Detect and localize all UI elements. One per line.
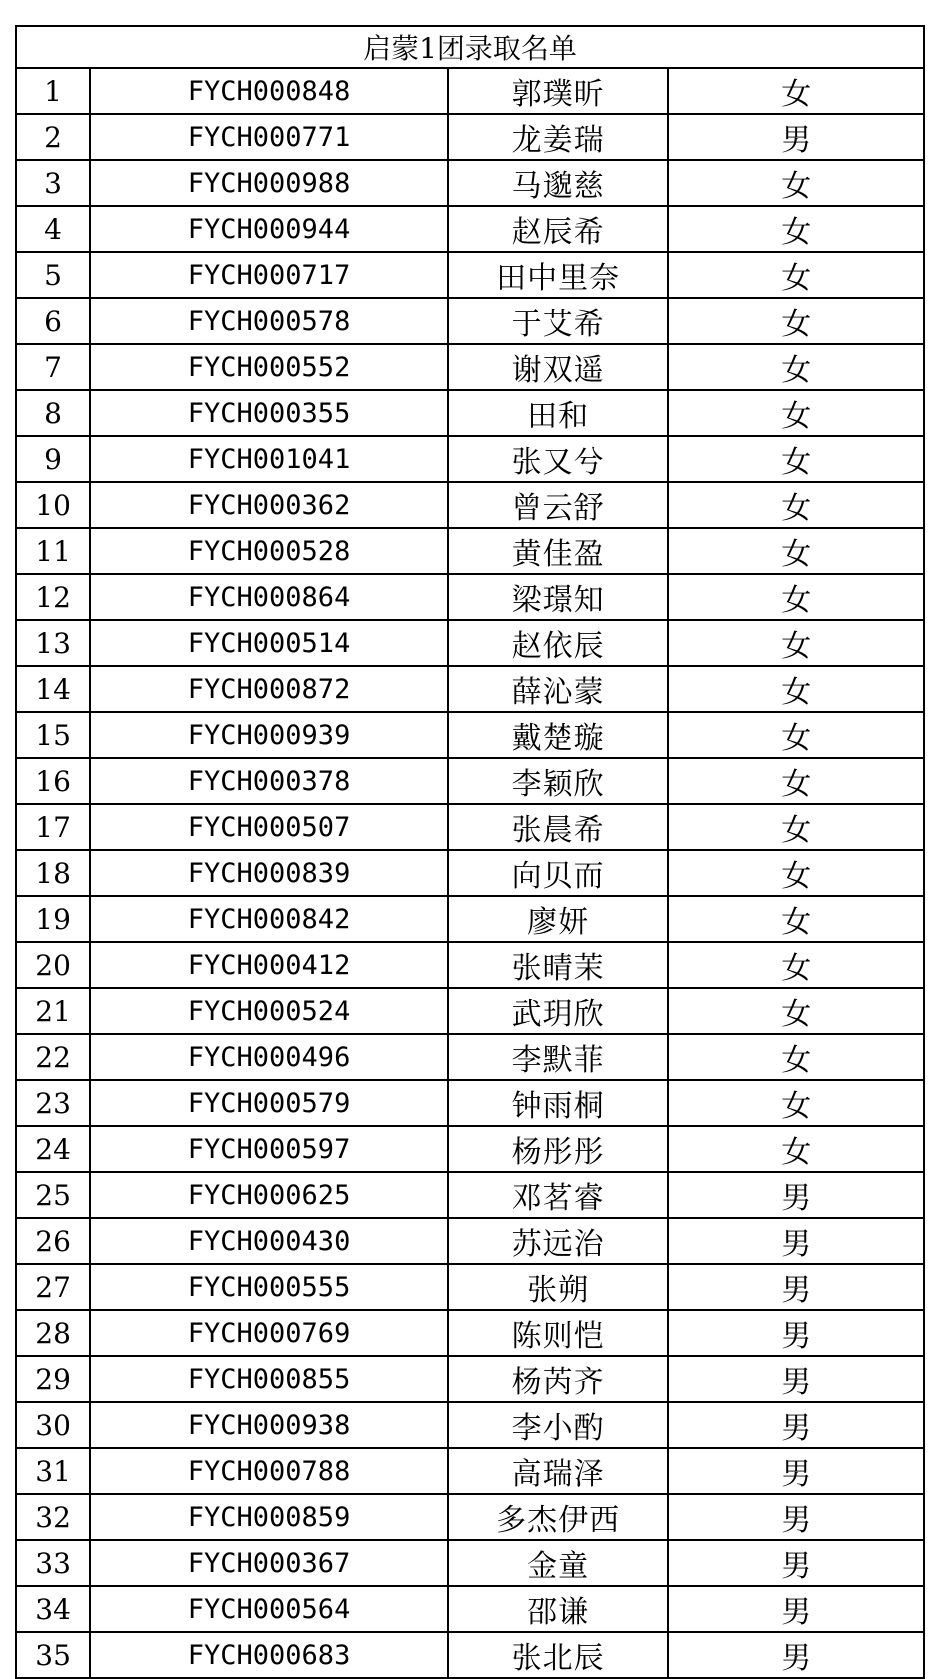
student-id: FYCH000788 [90,1448,448,1494]
table-row [16,1172,924,1218]
student-name: 梁璟知 [448,574,668,620]
table-row [16,1218,924,1264]
row-number: 22 [16,1034,90,1080]
table-row [16,390,924,436]
row-number: 8 [16,390,90,436]
student-id: FYCH000839 [90,850,448,896]
row-number: 16 [16,758,90,804]
student-id: FYCH000552 [90,344,448,390]
student-name: 赵辰希 [448,206,668,252]
student-gender: 女 [668,620,924,666]
row-number: 6 [16,298,90,344]
row-number: 26 [16,1218,90,1264]
row-number: 4 [16,206,90,252]
student-gender: 女 [668,206,924,252]
admission-list-table [15,25,925,1679]
student-name: 高瑞泽 [448,1448,668,1494]
student-name: 多杰伊西 [448,1494,668,1540]
table-row [16,1540,924,1586]
student-name: 曾云舒 [448,482,668,528]
title-row [16,26,924,68]
student-id: FYCH000496 [90,1034,448,1080]
row-number: 20 [16,942,90,988]
table-row [16,298,924,344]
table-row [16,482,924,528]
table-row [16,1402,924,1448]
table-row [16,712,924,758]
student-name: 杨彤彤 [448,1126,668,1172]
student-id: FYCH001041 [90,436,448,482]
student-name: 张晴茉 [448,942,668,988]
student-id: FYCH000362 [90,482,448,528]
table-row [16,160,924,206]
table-row [16,988,924,1034]
student-id: FYCH000430 [90,1218,448,1264]
student-id: FYCH000625 [90,1172,448,1218]
row-number: 28 [16,1310,90,1356]
student-id: FYCH000524 [90,988,448,1034]
student-name: 郭璞昕 [448,68,668,114]
student-gender: 男 [668,1448,924,1494]
student-id: FYCH000872 [90,666,448,712]
student-gender: 女 [668,390,924,436]
student-gender: 女 [668,528,924,574]
student-name: 张又兮 [448,436,668,482]
row-number: 12 [16,574,90,620]
student-name: 廖妍 [448,896,668,942]
student-id: FYCH000864 [90,574,448,620]
table-row [16,850,924,896]
row-number: 27 [16,1264,90,1310]
student-gender: 男 [668,1540,924,1586]
table-row [16,68,924,114]
student-gender: 男 [668,114,924,160]
table-row [16,528,924,574]
table-row [16,758,924,804]
student-id: FYCH000528 [90,528,448,574]
student-id: FYCH000848 [90,68,448,114]
student-name: 李小酌 [448,1402,668,1448]
student-gender: 女 [668,574,924,620]
row-number: 33 [16,1540,90,1586]
row-number: 23 [16,1080,90,1126]
student-gender: 女 [668,712,924,758]
row-number: 34 [16,1586,90,1632]
student-id: FYCH000579 [90,1080,448,1126]
row-number: 24 [16,1126,90,1172]
table-row [16,1034,924,1080]
student-id: FYCH000355 [90,390,448,436]
student-name: 武玥欣 [448,988,668,1034]
student-gender: 女 [668,436,924,482]
student-name: 李默菲 [448,1034,668,1080]
table-row [16,1448,924,1494]
student-name: 陈则恺 [448,1310,668,1356]
student-gender: 女 [668,160,924,206]
row-number: 25 [16,1172,90,1218]
student-id: FYCH000514 [90,620,448,666]
student-gender: 男 [668,1264,924,1310]
table-row [16,206,924,252]
student-name: 龙姜瑞 [448,114,668,160]
student-gender: 女 [668,850,924,896]
list-title: 启蒙1团录取名单 [16,26,924,68]
student-gender: 女 [668,758,924,804]
student-name: 薛沁蒙 [448,666,668,712]
student-gender: 女 [668,1034,924,1080]
student-id: FYCH000578 [90,298,448,344]
student-gender: 女 [668,68,924,114]
row-number: 11 [16,528,90,574]
student-gender: 女 [668,1126,924,1172]
student-gender: 男 [668,1402,924,1448]
table-row [16,896,924,942]
student-name: 田中里奈 [448,252,668,298]
student-name: 张晨希 [448,804,668,850]
table-row [16,804,924,850]
student-gender: 男 [668,1310,924,1356]
student-id: FYCH000507 [90,804,448,850]
table-row [16,1356,924,1402]
student-id: FYCH000412 [90,942,448,988]
student-name: 于艾希 [448,298,668,344]
student-name: 杨芮齐 [448,1356,668,1402]
student-gender: 男 [668,1218,924,1264]
row-number: 3 [16,160,90,206]
table-row [16,666,924,712]
table-row [16,942,924,988]
row-number: 29 [16,1356,90,1402]
student-gender: 女 [668,988,924,1034]
row-number: 10 [16,482,90,528]
row-number: 30 [16,1402,90,1448]
student-id: FYCH000855 [90,1356,448,1402]
student-id: FYCH000717 [90,252,448,298]
student-gender: 女 [668,1080,924,1126]
student-gender: 男 [668,1586,924,1632]
student-name: 赵依辰 [448,620,668,666]
row-number: 18 [16,850,90,896]
student-gender: 女 [668,896,924,942]
student-gender: 女 [668,942,924,988]
student-name: 张朔 [448,1264,668,1310]
student-name: 田和 [448,390,668,436]
student-name: 戴楚璇 [448,712,668,758]
student-name: 苏远治 [448,1218,668,1264]
table-row [16,252,924,298]
student-id: FYCH000938 [90,1402,448,1448]
table-row [16,1494,924,1540]
table-row [16,1586,924,1632]
student-gender: 男 [668,1632,924,1678]
row-number: 13 [16,620,90,666]
student-name: 金童 [448,1540,668,1586]
student-gender: 女 [668,298,924,344]
student-name: 邵谦 [448,1586,668,1632]
row-number: 15 [16,712,90,758]
table-row [16,574,924,620]
student-id: FYCH000769 [90,1310,448,1356]
row-number: 21 [16,988,90,1034]
row-number: 9 [16,436,90,482]
row-number: 7 [16,344,90,390]
student-name: 钟雨桐 [448,1080,668,1126]
table-row [16,620,924,666]
table-row [16,436,924,482]
student-id: FYCH000367 [90,1540,448,1586]
row-number: 17 [16,804,90,850]
student-id: FYCH000683 [90,1632,448,1678]
student-name: 邓茗睿 [448,1172,668,1218]
student-name: 黄佳盈 [448,528,668,574]
student-id: FYCH000597 [90,1126,448,1172]
student-gender: 女 [668,482,924,528]
student-id: FYCH000988 [90,160,448,206]
table-row [16,114,924,160]
student-name: 李颖欣 [448,758,668,804]
student-gender: 女 [668,252,924,298]
table-row [16,1632,924,1678]
table-row [16,1310,924,1356]
student-id: FYCH000944 [90,206,448,252]
student-id: FYCH000564 [90,1586,448,1632]
student-gender: 女 [668,666,924,712]
student-id: FYCH000939 [90,712,448,758]
table-row [16,344,924,390]
table-row [16,1264,924,1310]
student-gender: 男 [668,1172,924,1218]
student-gender: 男 [668,1356,924,1402]
table-row [16,1080,924,1126]
row-number: 19 [16,896,90,942]
student-id: FYCH000555 [90,1264,448,1310]
row-number: 32 [16,1494,90,1540]
student-name: 向贝而 [448,850,668,896]
student-id: FYCH000859 [90,1494,448,1540]
student-gender: 女 [668,344,924,390]
row-number: 35 [16,1632,90,1678]
student-name: 张北辰 [448,1632,668,1678]
table-body [16,68,924,1678]
student-name: 马邈慈 [448,160,668,206]
student-gender: 女 [668,804,924,850]
student-name: 谢双遥 [448,344,668,390]
row-number: 2 [16,114,90,160]
student-id: FYCH000771 [90,114,448,160]
student-id: FYCH000378 [90,758,448,804]
table-row [16,1126,924,1172]
row-number: 31 [16,1448,90,1494]
row-number: 5 [16,252,90,298]
student-gender: 男 [668,1494,924,1540]
row-number: 14 [16,666,90,712]
row-number: 1 [16,68,90,114]
student-id: FYCH000842 [90,896,448,942]
